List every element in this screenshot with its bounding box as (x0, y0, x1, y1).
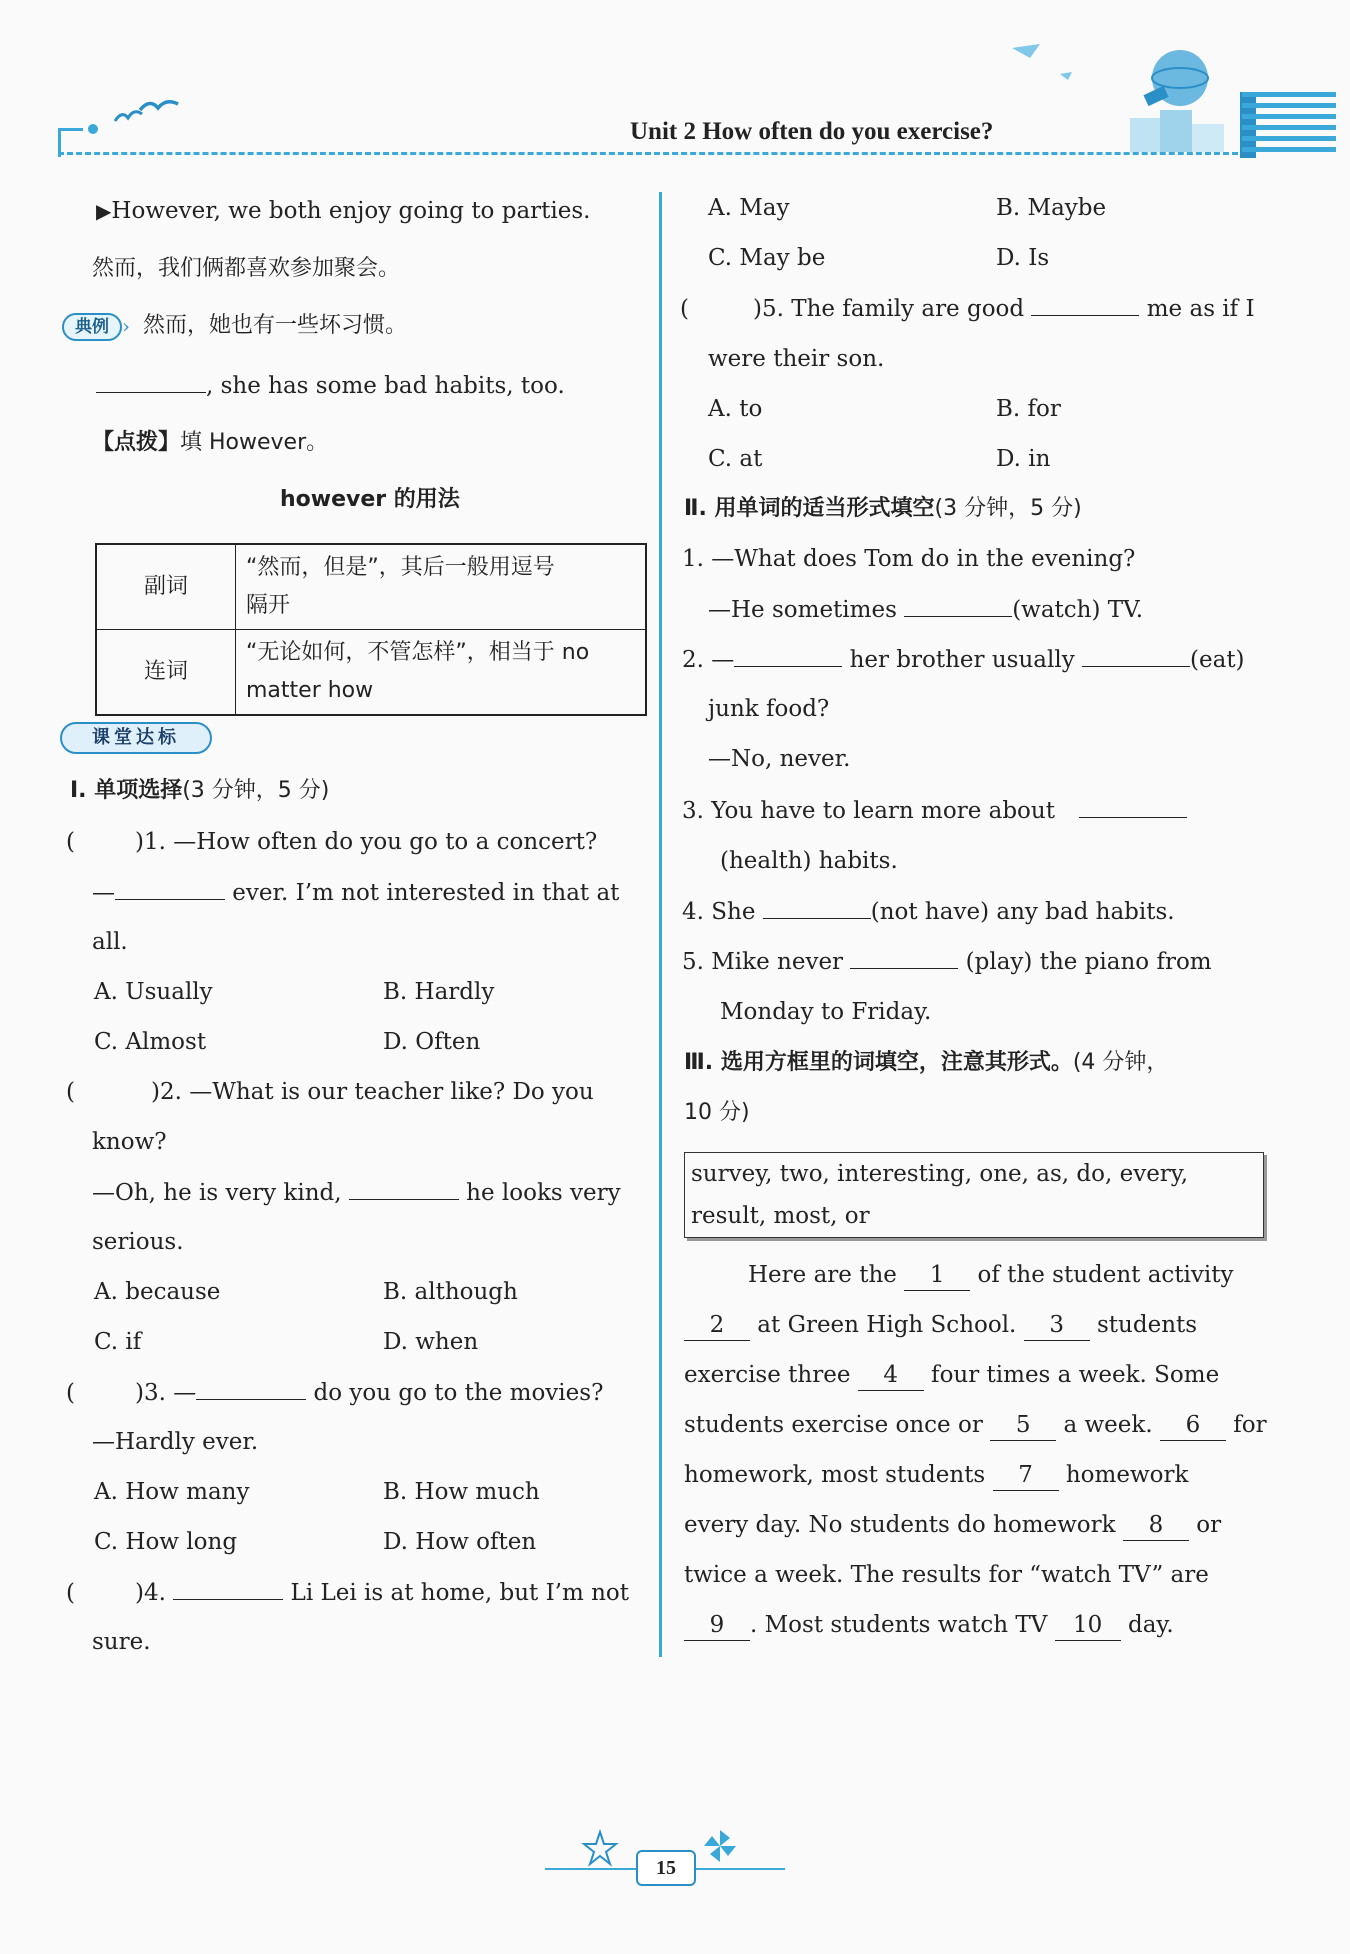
option-c[interactable]: C. Almost (94, 1029, 207, 1055)
page-title: Unit 2 How often do you exercise? (630, 118, 994, 145)
answer-blank[interactable] (196, 1377, 306, 1400)
fill-3-line2: (health) habits. (720, 848, 898, 874)
section1-title: Ⅰ. 单项选择(3 分钟，5 分) (70, 778, 330, 803)
globe-telescope-icon (1010, 38, 1240, 158)
column-divider (659, 192, 662, 1657)
answer-blank[interactable] (763, 896, 871, 919)
answer-blank[interactable] (96, 370, 206, 393)
passage-line: 9 . Most students watch TV 10 day. (684, 1610, 1174, 1641)
answer-blank[interactable] (904, 594, 1012, 617)
fill-5: 5. Mike never (play) the piano from (682, 946, 1212, 977)
option-d[interactable]: D. in (996, 446, 1051, 472)
fill-2-line3: —No, never. (708, 746, 851, 772)
answer-blank[interactable] (173, 1577, 283, 1600)
question-2-line2: know? (92, 1129, 167, 1155)
option-d[interactable]: D. Often (383, 1029, 481, 1055)
table-row (96, 630, 646, 716)
option-b[interactable]: B. Hardly (383, 979, 495, 1005)
page-number: 15 (636, 1850, 696, 1886)
question-5: ( )5. The family are good me as if I (680, 293, 1255, 324)
fill-5-line2: Monday to Friday. (720, 999, 932, 1025)
example-en-line: , she has some bad habits, too. (96, 370, 565, 401)
question-2-line3: —Oh, he is very kind, he looks very (92, 1177, 621, 1208)
passage-line: 2 at Green High School. 3 students (684, 1310, 1197, 1341)
question-1-line3: all. (92, 929, 128, 955)
option-c[interactable]: C. How long (94, 1529, 238, 1555)
fill-1-answer: —He sometimes (watch) TV. (708, 594, 1143, 625)
table-row (96, 544, 646, 630)
header-stripes (1242, 92, 1336, 158)
example-badge: 典例 (62, 313, 122, 341)
numbered-blank[interactable]: 9 (684, 1610, 750, 1641)
passage-line: twice a week. The results for “watch TV” are (684, 1562, 1209, 1588)
fill-1: 1. —What does Tom do in the evening? (682, 546, 1136, 572)
word-box (684, 1152, 1264, 1238)
usage-key: 副词 (96, 544, 236, 630)
numbered-blank[interactable]: 3 (1024, 1310, 1090, 1341)
option-b[interactable]: B. How much (383, 1479, 540, 1505)
question-5-line2: were their son. (708, 346, 885, 372)
section2-title: Ⅱ. 用单词的适当形式填空(3 分钟，5 分) (684, 496, 1082, 521)
fill-4: 4. She (not have) any bad habits. (682, 896, 1175, 927)
birds-icon (110, 96, 190, 136)
option-c[interactable]: C. May be (708, 245, 826, 271)
question-2: ( )2. —What is our teacher like? Do you (66, 1079, 594, 1105)
question-2-line4: serious. (92, 1229, 184, 1255)
word-box-line1: survey, two, interesting, one, as, do, every, (691, 1161, 1189, 1187)
option-d[interactable]: D. Is (996, 245, 1050, 271)
section3-title: Ⅲ. 选用方框里的词填空，注意其形式。(4 分钟， (684, 1050, 1169, 1075)
question-4: ( )4. Li Lei is at home, but I’m not (66, 1577, 629, 1608)
option-b[interactable]: B. Maybe (996, 195, 1107, 221)
word-box-line2: result, most, or (691, 1203, 870, 1229)
answer-blank[interactable] (1082, 644, 1190, 667)
question-3: ( )3. — do you go to the movies? (66, 1377, 603, 1408)
answer-blank[interactable] (734, 644, 842, 667)
option-d[interactable]: D. How often (383, 1529, 537, 1555)
passage-line: Here are the 1 of the student activity (748, 1260, 1234, 1291)
passage-line: students exercise once or 5 a week. 6 for (684, 1410, 1267, 1441)
passage-line: exercise three 4 four times a week. Some (684, 1360, 1219, 1391)
triangle-bullet-icon: ▶ (96, 199, 112, 223)
passage-line: every day. No students do homework 8 or (684, 1510, 1221, 1541)
option-a[interactable]: A. How many (94, 1479, 250, 1505)
key-sentence: ▶However, we both enjoy going to parties. (96, 198, 591, 224)
option-c[interactable]: C. at (708, 446, 763, 472)
usage-key: 连词 (96, 630, 236, 716)
passage-line: homework, most students 7 homework (684, 1460, 1188, 1491)
numbered-blank[interactable]: 1 (904, 1260, 970, 1291)
pinwheel-icon (700, 1826, 740, 1870)
question-1-line2: — ever. I’m not interested in that at (92, 877, 619, 908)
hint-line: 【点拨】填 However。 (92, 430, 329, 455)
fill-2-line2: junk food? (708, 696, 830, 722)
option-a[interactable]: A. Usually (94, 979, 213, 1005)
chevron-right-icon: › (122, 314, 130, 338)
key-sentence-cn: 然而，我们俩都喜欢参加聚会。 (92, 256, 401, 281)
numbered-blank[interactable]: 4 (858, 1360, 924, 1391)
fill-3: 3. You have to learn more about (682, 795, 1187, 826)
answer-blank[interactable] (115, 877, 225, 900)
answer-blank[interactable] (1079, 795, 1187, 818)
option-b[interactable]: B. for (996, 396, 1061, 422)
numbered-blank[interactable]: 6 (1160, 1410, 1226, 1441)
fill-2: 2. — her brother usually (eat) (682, 644, 1245, 675)
example-cn: 然而，她也有一些坏习惯。 (143, 313, 408, 338)
answer-blank[interactable] (1031, 293, 1139, 316)
usage-title: however 的用法 (280, 487, 460, 512)
option-c[interactable]: C. if (94, 1329, 142, 1355)
numbered-blank[interactable]: 7 (993, 1460, 1059, 1491)
section3-meta: 10 分) (684, 1100, 750, 1125)
option-a[interactable]: A. to (708, 396, 763, 422)
star-deco-icon (580, 1828, 620, 1868)
answer-blank[interactable] (349, 1177, 459, 1200)
question-3-line2: —Hardly ever. (92, 1429, 259, 1455)
section-badge: 课堂达标 (60, 722, 212, 754)
numbered-blank[interactable]: 2 (684, 1310, 750, 1341)
option-d[interactable]: D. when (383, 1329, 479, 1355)
usage-table (95, 543, 647, 716)
header-dot (88, 124, 98, 134)
answer-blank[interactable] (850, 946, 958, 969)
numbered-blank[interactable]: 5 (990, 1410, 1056, 1441)
question-1: ( )1. —How often do you go to a concert? (66, 829, 598, 855)
numbered-blank[interactable]: 8 (1123, 1510, 1189, 1541)
option-b[interactable]: B. although (383, 1279, 518, 1305)
option-a[interactable]: A. because (94, 1279, 221, 1305)
usage-value: “无论如何，不管怎样”，相当于 no matter how (236, 630, 647, 716)
option-a[interactable]: A. May (708, 195, 790, 221)
numbered-blank[interactable]: 10 (1055, 1610, 1121, 1641)
usage-value: “然而，但是”，其后一般用逗号 隔开 (236, 544, 647, 630)
question-4-line2: sure. (92, 1629, 151, 1655)
